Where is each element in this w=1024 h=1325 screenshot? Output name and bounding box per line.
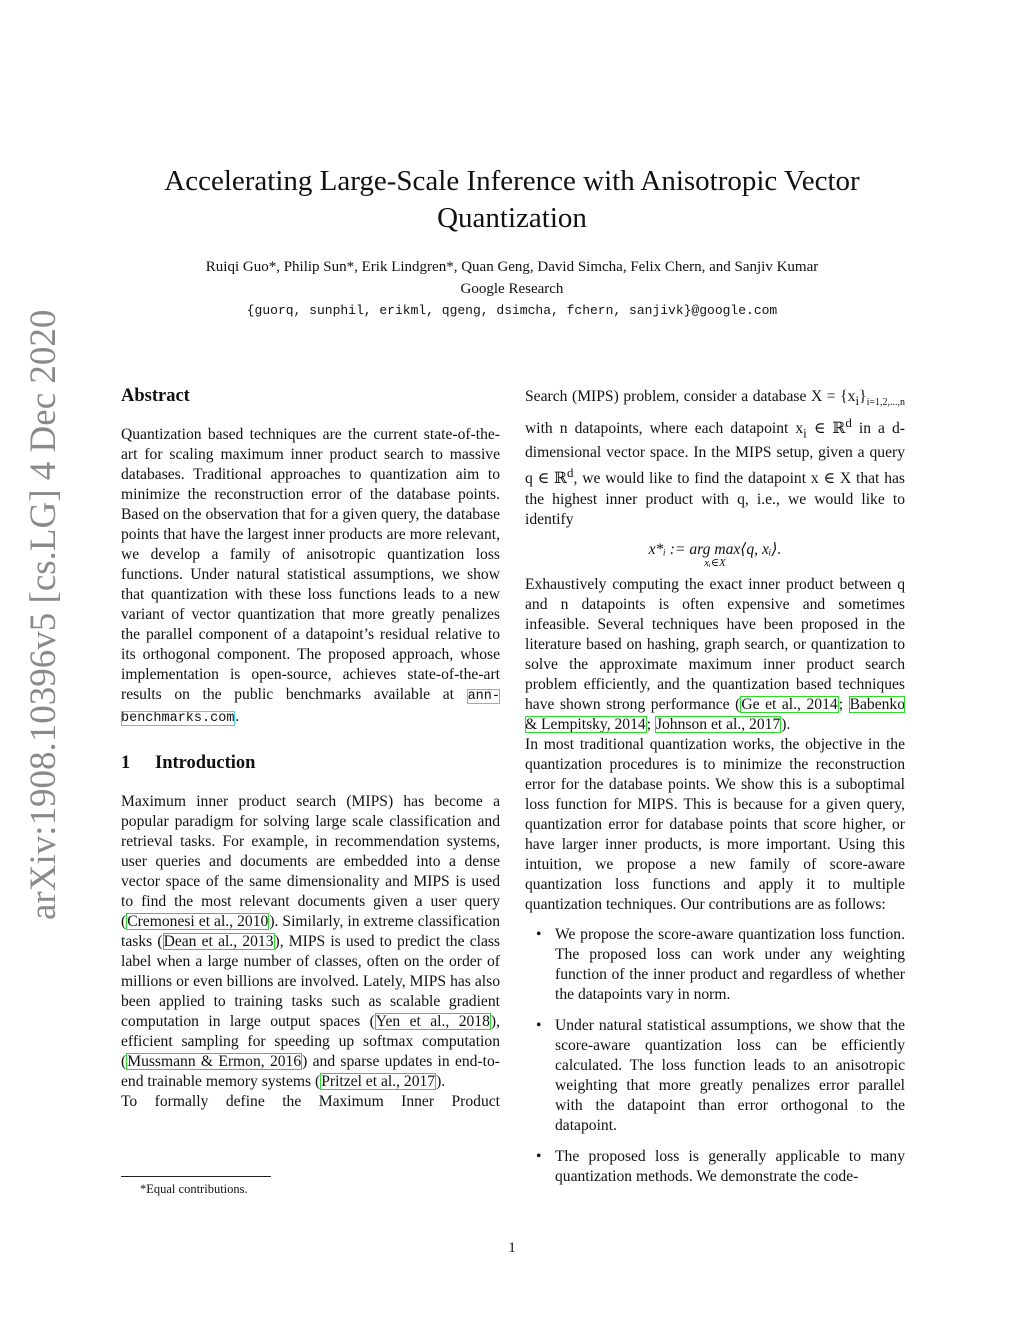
ann-benchmarks-link[interactable]: ann-benchmarks.com <box>121 689 500 726</box>
page-number: 1 <box>508 1240 516 1256</box>
bullet-icon: • <box>536 1016 542 1034</box>
citation-babenko[interactable]: Babenko & Lempitsky, 2014 <box>525 695 906 733</box>
author-emails: {guorq, sunphil, erikml, qgeng, dsimcha, fchern, sanjivk}@google.com <box>246 303 778 318</box>
mips-equation <box>525 540 905 569</box>
affiliation: Google Research <box>460 281 564 297</box>
contributions-list <box>525 925 905 1187</box>
title-line-1: Accelerating Large-Scale Inference with Anisotropic Vector <box>164 165 860 197</box>
footnote-divider <box>121 1176 271 1177</box>
abstract-heading: Abstract <box>121 386 190 406</box>
quantization-paragraph: Exhaustively computing the exact inner product between q and n datapoints is often expensive and sometimes infeasible. Several techniques have been proposed in the literature based on hashing, graph search, or quantization to solve the approximate maximum inner product search problem efficiently, and the quantization based techniques have shown strong performance (Ge et al., 2014; Babenko & Lempitsky, 2014; Johnson et al., 2017). <box>525 575 906 733</box>
mips-definition-paragraph: Search (MIPS) problem, consider a database $X = \{x_i\}_{i=1,2,...,n}$ with n datapoints, where each datapoint $x_i$ ∈ ℝ$^d$ in a d-dimensional vector space. In the MIPS setup, given a query q ∈ ℝ$^d$, we would like to find the datapoint x ∈ X that has the highest inner product with q, i.e., we would like to identify <box>525 388 905 528</box>
citation-pritzel[interactable]: Pritzel et al., 2017 <box>321 1073 436 1090</box>
bullet-icon: • <box>536 1147 542 1165</box>
intro-paragraph-1: Maximum inner product search (MIPS) has become a popular paradigm for solving large scale classification and retrieval tasks. For example, in recommendation systems, user queries and documents are embedded into a dense vector space of the same dimensionality and MIPS is used to find the most relevant documents given a user query (Cremonesi et al., 2010). Similarly, in extreme classification tasks (Dean et al., 2013), MIPS is used to predict the class label when a large number of classes, often on the order of millions or even billions are involved. Lately, MIPS has also been applied to training tasks such as scalable gradient computation in large output spaces (Yen et al., 2018), efficient sampling for speeding up softmax computation (Mussmann & Ermon, 2016) and sparse updates in end-to-end trainable memory systems (Pritzel et al., 2017). <box>121 793 501 1090</box>
footnote: *Equal contributions. <box>140 1182 248 1196</box>
arxiv-stamp: arXiv:1908.10396v5 [cs.LG] 4 Dec 2020 <box>23 309 64 920</box>
abstract-text: Quantization based techniques are the current state-of-the-art for scaling maximum inner product search to massive databases. Traditional approaches to quantization aim to minimize the reconstruction error of the database points. Based on the observation that for a given query, the database points that have the largest inner products are more relevant, we develop a family of anisotropic quantization loss functions. Under natural statistical assumptions, we show that quantization with these loss functions leads to a new variant of vector quantization that more greatly penalizes the parallel component of a datapoint’s residual relative to its orthogonal component. The proposed approach, whose implementation is open-source, achieves state-of-the-art results on the public benchmarks available at ann-benchmarks.com. <box>121 426 500 726</box>
list-item: • We propose the score-aware quantization loss function. The proposed loss can work under any weighting function of the inner product and regardless of whether the datapoints vary in norm. <box>536 925 905 1003</box>
author-list: Ruiqi Guo*, Philip Sun*, Erik Lindgren*, Quan Geng, David Simcha, Felix Chern, and Sanjiv Kumar <box>205 259 819 275</box>
right-column <box>525 387 905 1198</box>
section-heading-introduction <box>121 751 500 775</box>
citation-dean[interactable]: Dean et al., 2013 <box>163 933 274 950</box>
citation-ge[interactable]: Ge et al., 2014 <box>741 695 838 713</box>
bullet-icon: • <box>536 925 542 943</box>
contributions-paragraph: In most traditional quantization works, the objective in the quantization procedures is to minimize the reconstruction error for the database points. We show this is a suboptimal loss function for MIPS. This is because for a given query, quantization error for database points that score higher, or have larger inner products, is more important. Using this intuition, we propose a new family of score-aware quantization loss functions and apply it to multiple quantization techniques. Our contributions are as follows: <box>525 735 905 913</box>
list-item: • The proposed loss is generally applicable to many quantization methods. We demonstrate the code- <box>536 1147 905 1185</box>
citation-johnson[interactable]: Johnson et al., 2017 <box>655 715 781 733</box>
paper-title <box>0 163 1024 237</box>
citation-cremonesi[interactable]: Cremonesi et al., 2010 <box>127 913 269 930</box>
section-number: 1 <box>121 753 131 773</box>
citation-mussmann[interactable]: Mussmann & Ermon, 2016 <box>127 1053 302 1070</box>
section-title: Introduction <box>155 753 256 773</box>
equation-main: x*ᵢ := arg max⟨q, xᵢ⟩. <box>648 540 782 558</box>
list-item: • Under natural statistical assumptions, we show that the score-aware quantization loss can be efficiently calculated. The loss function leads to an anisotropic weighting that more greatly penalizes error parallel with the datapoint than error orthogonal to the datapoint. <box>536 1016 905 1134</box>
equation-subscript: xᵢ∈X <box>704 556 726 569</box>
citation-yen[interactable]: Yen et al., 2018 <box>375 1013 490 1030</box>
intro-paragraph-2: To formally define the Maximum Inner Product <box>121 1093 500 1110</box>
left-column <box>121 384 500 1112</box>
title-line-2: Quantization <box>437 202 587 234</box>
